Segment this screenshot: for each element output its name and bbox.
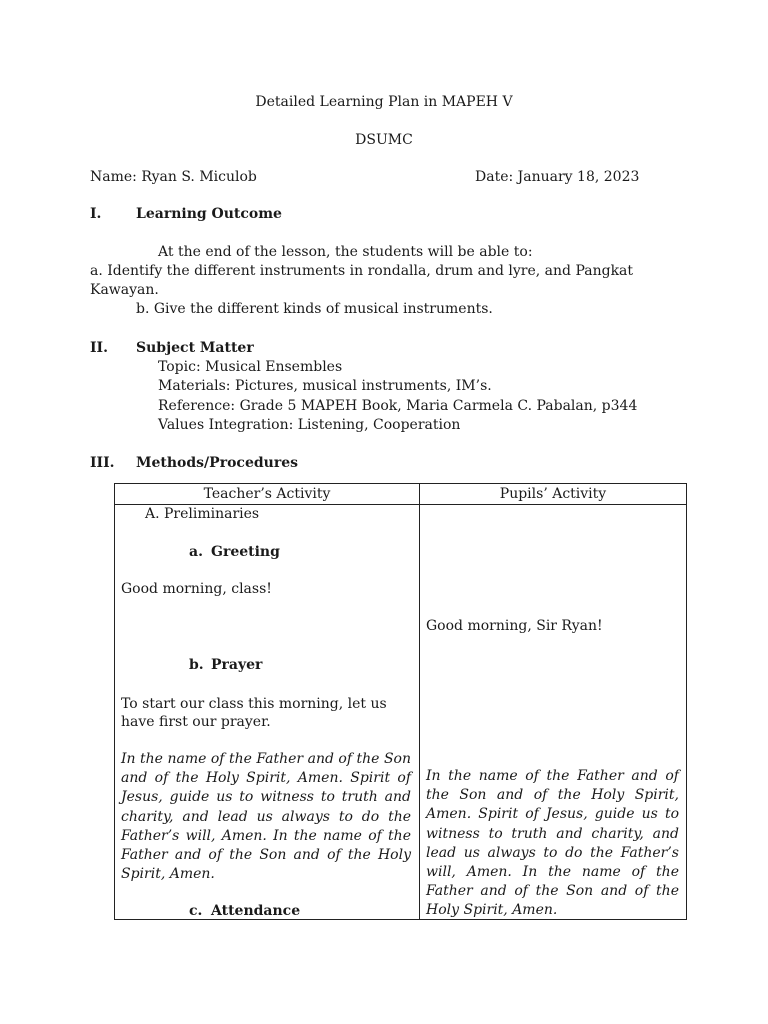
prayer-label: b. xyxy=(189,657,204,673)
outcome-item-a-line2: Kawayan. xyxy=(90,282,159,298)
subject-materials: Materials: Pictures, musical instruments, IM’s. xyxy=(158,378,492,394)
subject-reference: Reference: Grade 5 MAPEH Book, Maria Carmela C. Pabalan, p344 xyxy=(158,398,638,414)
greeting-heading: Greeting xyxy=(211,544,280,560)
section-2-heading: Subject Matter xyxy=(136,340,254,356)
section-1-numeral: I. xyxy=(90,206,102,222)
document-title: Detailed Learning Plan in MAPEH V xyxy=(255,94,513,110)
teacher-prayer-text: In the name of the Father and of the Son and of the Holy Spirit, Amen. Spirit of Jesus, guide us to witness to truth and charity, and lead us always to do the Father’s will, Amen. In the name of the Father and of the Son and of the Holy Spirit, Amen. xyxy=(121,751,411,883)
attendance-heading: Attendance xyxy=(211,903,301,919)
subject-topic: Topic: Musical Ensembles xyxy=(158,359,343,375)
pupils-prayer-text: In the name of the Father and of the Son and of the Holy Spirit, Amen. Spirit of Jesus, guide us to witness to truth and charity, and lead us always to do the Father’s will, Amen. In the name of the Father and of the Son and of the Holy Spirit, Amen. xyxy=(426,768,679,919)
prayer-intro-line2: have first our prayer. xyxy=(121,714,271,730)
pupils-greeting-reply: Good morning, Sir Ryan! xyxy=(426,618,603,634)
attendance-label: c. xyxy=(189,903,203,919)
prayer-intro-line1: To start our class this morning, let us xyxy=(121,696,387,712)
section-3-heading: Methods/Procedures xyxy=(136,455,298,471)
school-name: DSUMC xyxy=(355,132,413,148)
teacher-name: Name: Ryan S. Miculob xyxy=(90,169,257,185)
pupils-activity-cell xyxy=(420,505,687,920)
prayer-heading: Prayer xyxy=(211,657,263,673)
lesson-date: Date: January 18, 2023 xyxy=(475,169,640,185)
teacher-activity-cell xyxy=(115,505,420,920)
preliminaries-heading: A. Preliminaries xyxy=(145,506,260,522)
section-1-heading: Learning Outcome xyxy=(136,206,282,222)
section-3-numeral: III. xyxy=(90,455,115,471)
teacher-greeting: Good morning, class! xyxy=(121,581,272,597)
subject-values: Values Integration: Listening, Cooperation xyxy=(158,417,461,433)
outcome-item-b: b. Give the different kinds of musical instruments. xyxy=(136,301,493,317)
procedures-table xyxy=(114,483,687,920)
greeting-label: a. xyxy=(189,544,203,560)
pupils-activity-header: Pupils’ Activity xyxy=(420,484,687,505)
teacher-activity-header: Teacher’s Activity xyxy=(115,484,420,505)
outcome-intro: At the end of the lesson, the students will be able to: xyxy=(158,244,533,260)
section-2-numeral: II. xyxy=(90,340,108,356)
outcome-item-a-line1: a. Identify the different instruments in rondalla, drum and lyre, and Pangkat xyxy=(90,263,634,279)
